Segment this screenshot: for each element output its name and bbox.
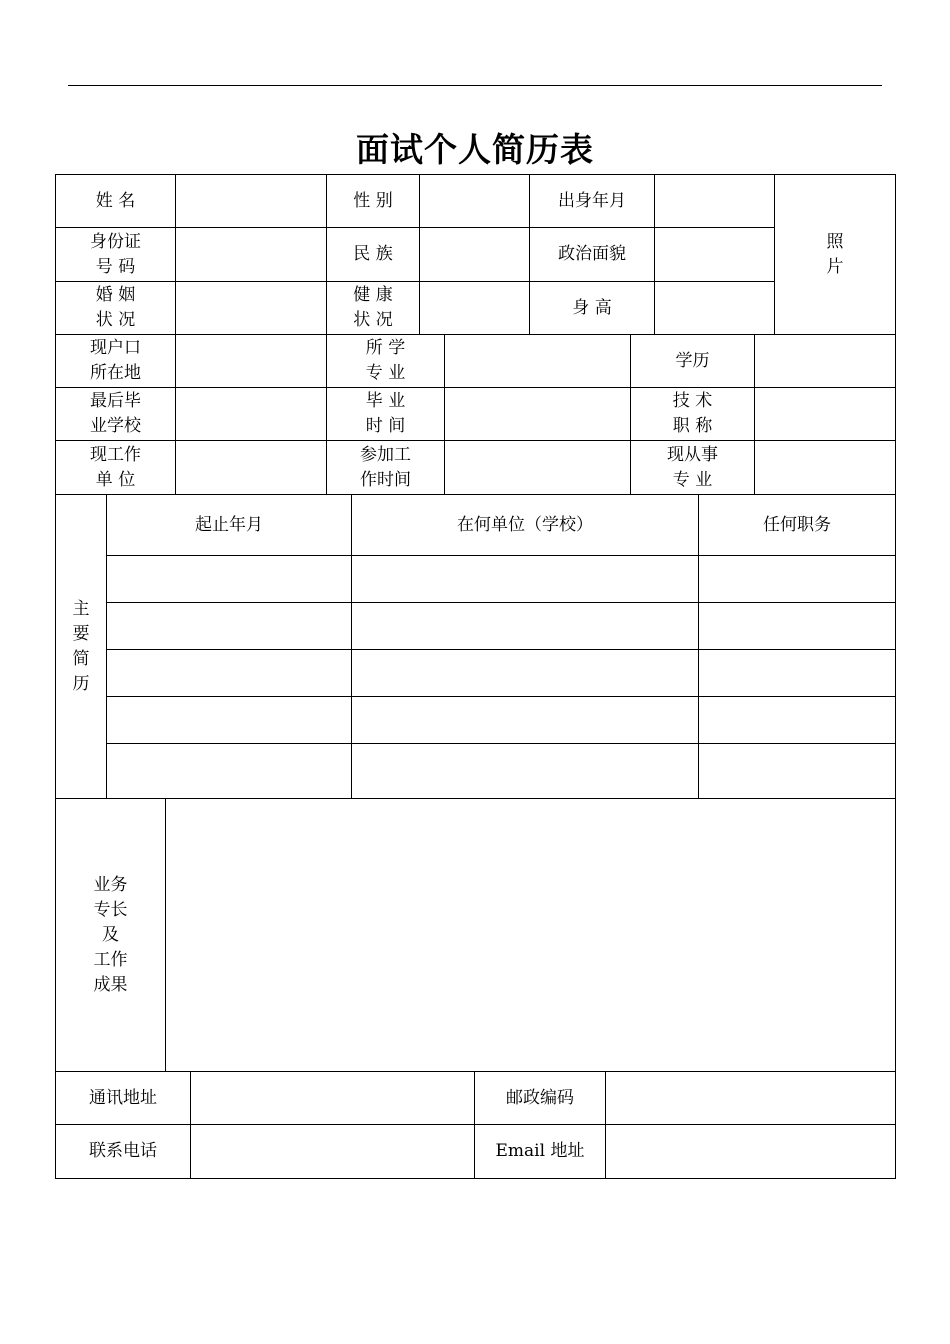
title-field[interactable] [755,388,896,441]
resume-unit-field[interactable] [352,603,699,650]
marital-field[interactable] [176,282,327,335]
resume-row [56,697,896,744]
gender-field[interactable] [420,175,530,228]
resume-table [55,494,896,799]
resume-row [56,603,896,650]
gender-label: 性 别 [327,175,420,228]
employer-label: 现工作 单 位 [56,441,176,495]
resume-header-position: 任何职务 [699,495,896,556]
school-label: 最后毕 业学校 [56,388,176,441]
address-label: 通讯地址 [56,1072,191,1125]
postcode-label: 邮政编码 [475,1072,606,1125]
title-label: 技 术 职 称 [631,388,755,441]
expertise-field[interactable] [166,799,896,1072]
education-info-table [55,334,896,495]
ethnicity-field[interactable] [420,228,530,282]
email-label: Email 地址 [475,1125,606,1179]
education-field[interactable] [755,335,896,388]
resume-period-field[interactable] [107,744,352,799]
current-major-label: 现从事 专 业 [631,441,755,495]
health-label: 健 康 状 况 [327,282,420,335]
employer-field[interactable] [176,441,327,495]
birth-label: 出身年月 [530,175,655,228]
expertise-label: 业务 专长 及 工作 成果 [56,799,166,1072]
resume-unit-field[interactable] [352,744,699,799]
resume-unit-field[interactable] [352,697,699,744]
birth-field[interactable] [655,175,775,228]
work-start-label: 参加工 作时间 [327,441,445,495]
resume-row [56,556,896,603]
work-start-field[interactable] [445,441,631,495]
education-label: 学历 [631,335,755,388]
resume-row [56,650,896,697]
major-field[interactable] [445,335,631,388]
politics-field[interactable] [655,228,775,282]
hukou-field[interactable] [176,335,327,388]
resume-header-period: 起止年月 [107,495,352,556]
politics-label: 政治面貌 [530,228,655,282]
hukou-label: 现户口 所在地 [56,335,176,388]
id-label: 身份证 号 码 [56,228,176,282]
grad-time-field[interactable] [445,388,631,441]
page-title: 面试个人简历表 [356,130,594,169]
resume-period-field[interactable] [107,556,352,603]
resume-header-unit: 在何单位（学校） [352,495,699,556]
postcode-field[interactable] [606,1072,896,1125]
height-label: 身 高 [530,282,655,335]
resume-position-field[interactable] [699,603,896,650]
school-field[interactable] [176,388,327,441]
expertise-table [55,798,896,1072]
address-field[interactable] [191,1072,475,1125]
phone-field[interactable] [191,1125,475,1179]
phone-label: 联系电话 [56,1125,191,1179]
resume-position-field[interactable] [699,744,896,799]
name-label: 姓 名 [56,175,176,228]
resume-period-field[interactable] [107,650,352,697]
photo-box[interactable]: 照 片 [775,175,896,335]
health-field[interactable] [420,282,530,335]
height-field[interactable] [655,282,775,335]
resume-period-field[interactable] [107,697,352,744]
resume-position-field[interactable] [699,556,896,603]
grad-time-label: 毕 业 时 间 [327,388,445,441]
name-field[interactable] [176,175,327,228]
resume-period-field[interactable] [107,603,352,650]
resume-position-field[interactable] [699,697,896,744]
id-field[interactable] [176,228,327,282]
major-label: 所 学 专 业 [327,335,445,388]
marital-label: 婚 姻 状 况 [56,282,176,335]
resume-section-label: 主 要 简 历 [56,495,107,799]
resume-unit-field[interactable] [352,650,699,697]
header-rule [68,85,882,86]
resume-position-field[interactable] [699,650,896,697]
resume-unit-field[interactable] [352,556,699,603]
email-field[interactable] [606,1125,896,1179]
current-major-field[interactable] [755,441,896,495]
ethnicity-label: 民 族 [327,228,420,282]
resume-row [56,744,896,799]
contact-table [55,1071,896,1179]
basic-info-table [55,174,896,335]
